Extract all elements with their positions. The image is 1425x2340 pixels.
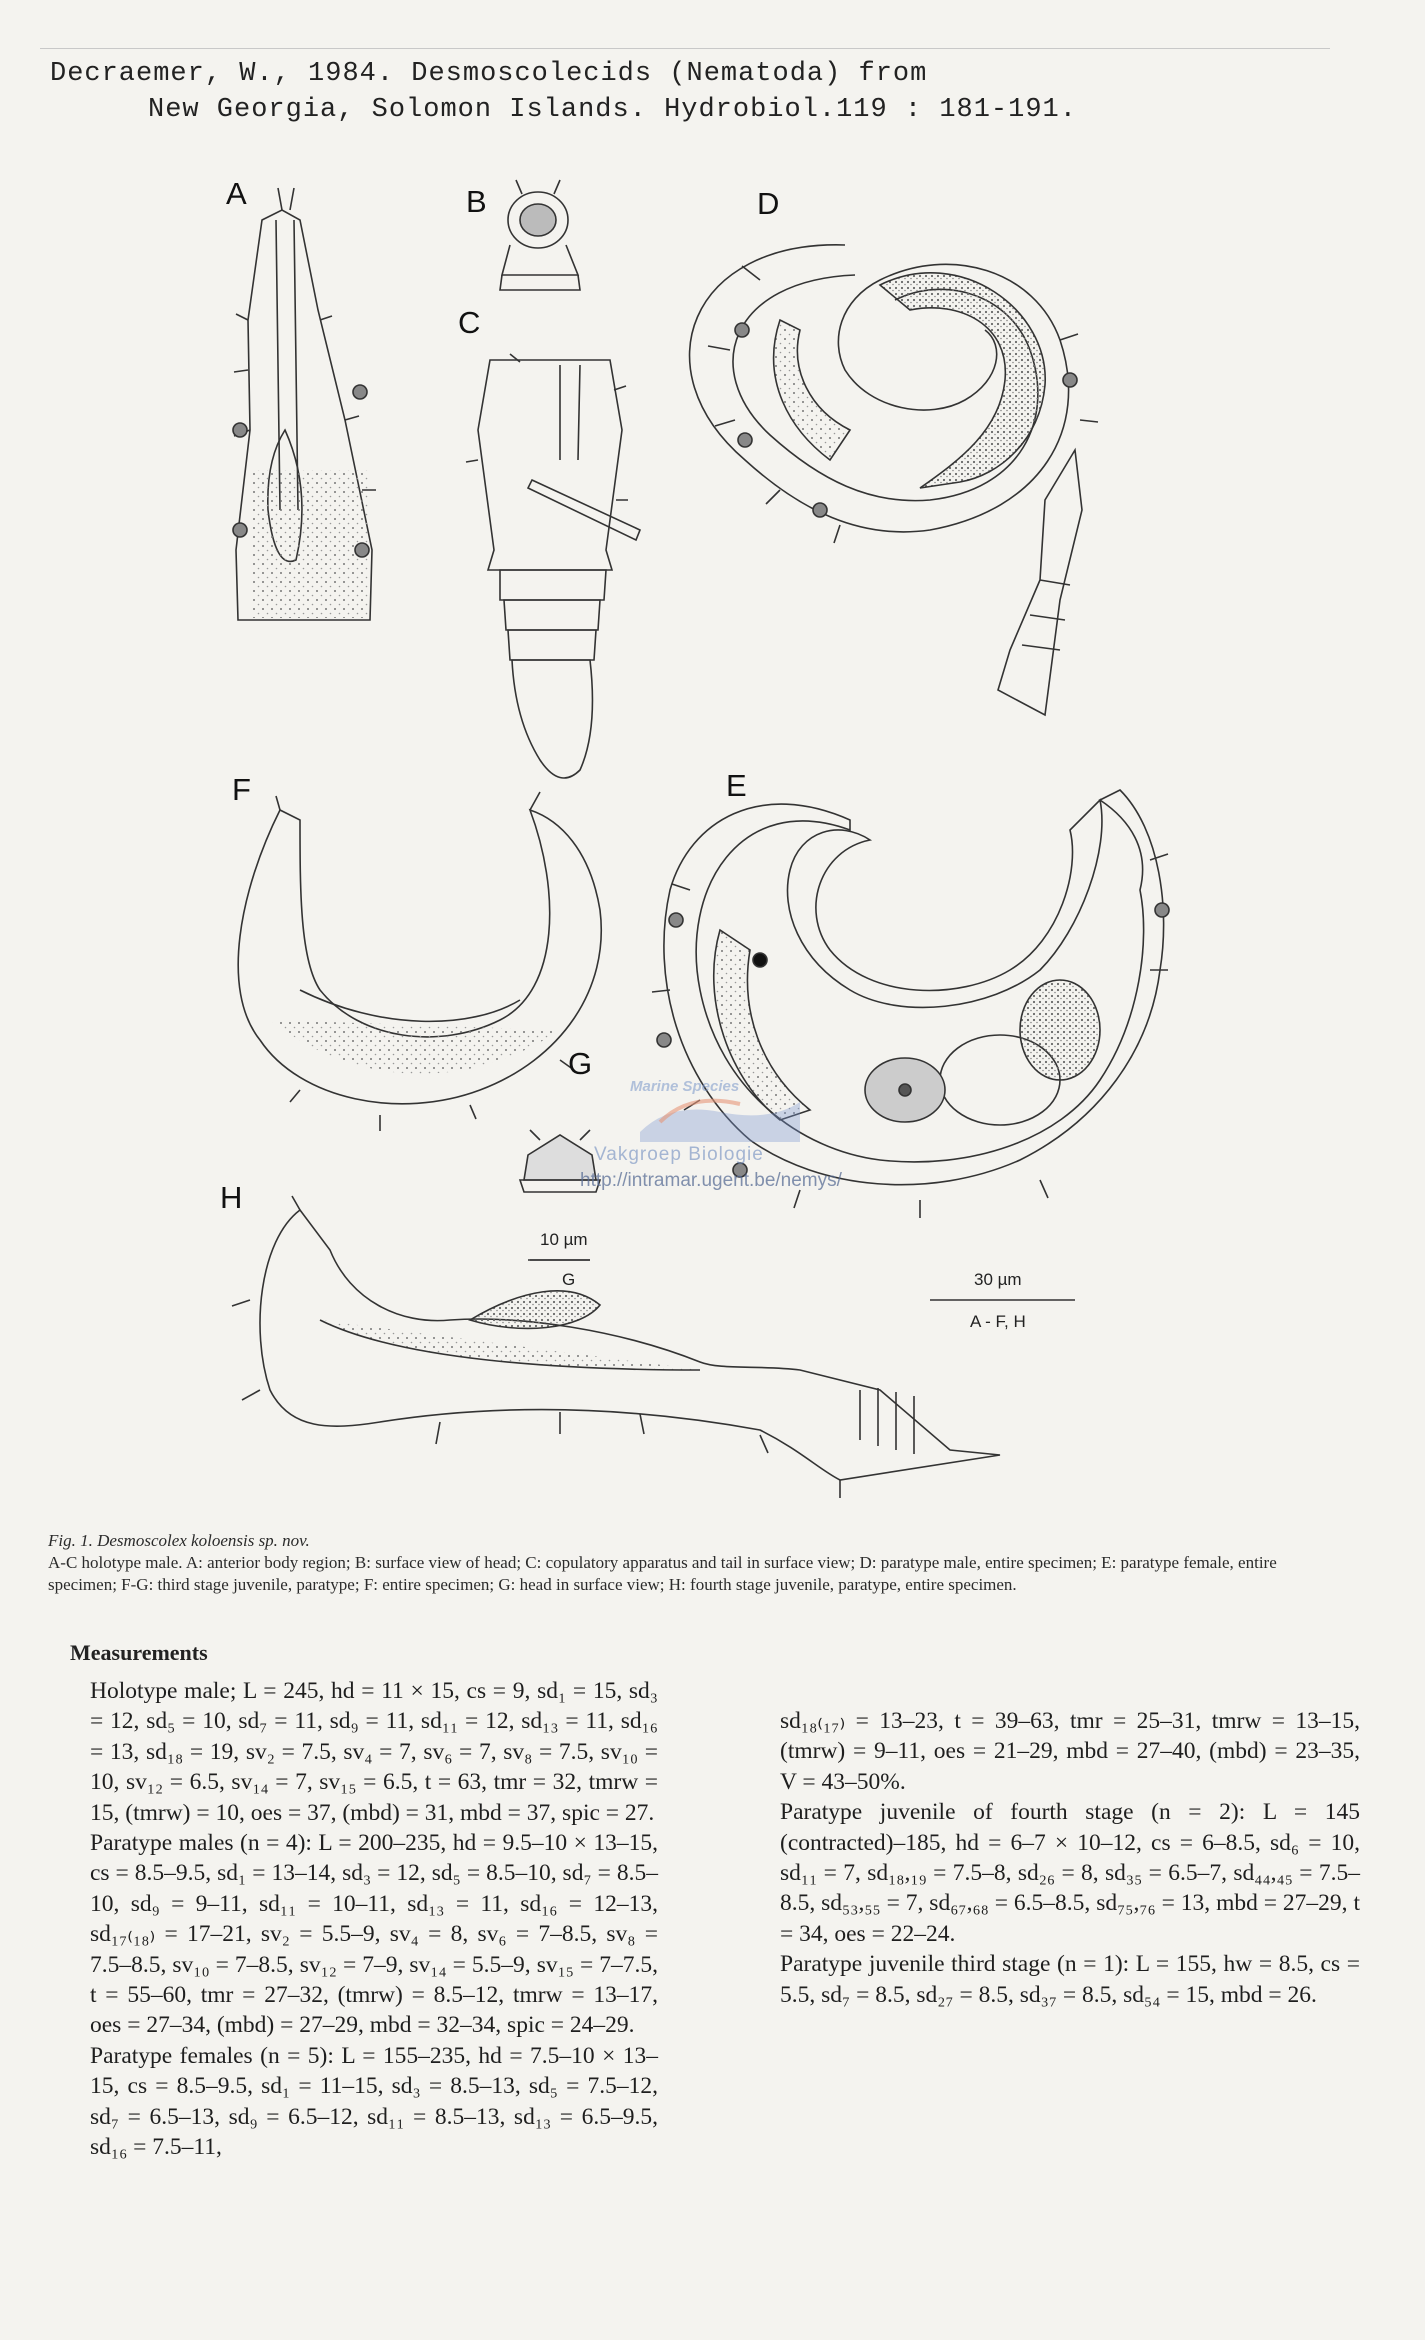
scale-g-value: 10 µm — [540, 1230, 588, 1249]
drawing-c — [466, 354, 640, 778]
paratype-females-measurements: Paratype females (n = 5): L = 155–235, hd = 7.5–10 × 13–15, cs = 8.5–9.5, sd₁ = 11–15, sd₃ = 8.5–13, sd₅ = 7.5–12, sd₇ = 6.5–13, sd₉ = 6.5–12, sd₁₁ = 8.5–13, sd₁₃ = 6.5–9.5, sd₁₆ = 7.5–11, — [90, 2042, 658, 2161]
watermark-line-1: Marine Species — [630, 1078, 740, 1095]
measurements-column-right — [748, 1706, 1360, 2010]
drawing-d — [690, 245, 1098, 715]
juvenile-fourth-stage-measurements: Paratype juvenile of fourth stage (n = 2): L = 145 (contracted)–185, hd = 6–7 × 10–12, cs = 6–8.5, sd₆ = 10, sd₁₁ = 7, sd₁₈,₁₉ = 7.5–8, sd₂₆ = 8, sd₃₅ = 6.5–7, sd₄₄,₄₅ = 7.5–8.5, sd₅₃,₅₅ = 7, sd₆₇,₆₈ = 6.5–8.5, sd₇₅,₇₆ = 13, mbd = 27–29, t = 34, oes = 22–24. — [780, 1799, 1360, 1947]
caption-title: Fig. 1. Desmoscolex koloensis sp. nov. — [48, 1531, 310, 1550]
drawing-b — [500, 180, 580, 290]
watermark-url: http://intramar.ugent.be/nemys/ — [580, 1170, 842, 1191]
paratype-females-continued: sd₁₈₍₁₇₎ = 13–23, t = 39–63, tmr = 25–31, tmrw = 13–15, (tmrw) = 9–11, oes = 21–29, mbd = 27–40, (mbd) = 23–35, V = 43–50%. — [780, 1708, 1360, 1795]
scale-g-label: G — [562, 1270, 576, 1289]
holotype-male-measurements: Holotype male; L = 245, hd = 11 × 15, cs = 9, sd₁ = 15, sd₃ = 12, sd₅ = 10, sd₇ = 11, sd₉ = 11, sd₁₁ = 12, sd₁₃ = 11, sd₁₆ = 13, sd₁₈ = 19, sv₂ = 7.5, sv₄ = 7, sv₆ = 7, sv₈ = 7.5, sv₁₀ = 10, sv₁₂ = 6.5, sv₁₄ = 7, sv₁₅ = 6.5, t = 63, tmr = 32, tmrw = 15, (tmrw) = 10, oes = 37, (mbd) = 31, mbd = 37, spic = 27. — [90, 1678, 658, 1826]
panel-label-e: E — [726, 768, 747, 803]
panel-label-f: F — [232, 772, 251, 807]
measurements-heading: Measurements — [70, 1640, 208, 1665]
panel-label-b: B — [466, 184, 487, 219]
citation-line-2: New Georgia, Solomon Islands. Hydrobiol.119 : 181-191. — [148, 95, 1077, 125]
panel-label-c: C — [458, 305, 481, 340]
measurements-column-left — [58, 1676, 658, 2163]
scale-main-value: 30 µm — [974, 1270, 1022, 1289]
figure-caption — [48, 1530, 1308, 1596]
drawing-f — [238, 792, 601, 1131]
watermark-line-2: Vakgroep Biologie — [594, 1144, 764, 1165]
panel-label-h: H — [220, 1180, 243, 1215]
watermark — [580, 1078, 880, 1208]
panel-label-d: D — [757, 186, 780, 221]
drawing-a — [233, 188, 376, 620]
juvenile-third-stage-measurements: Paratype juvenile third stage (n = 1): L = 155, hw = 8.5, cs = 5.5, sd₇ = 8.5, sd₂₇ = 8.5, sd₃₇ = 8.5, sd₅₄ = 15, mbd = 26. — [780, 1951, 1360, 2008]
panel-label-g: G — [568, 1046, 593, 1081]
header-rule — [40, 48, 1330, 49]
figure-drawings — [0, 130, 1425, 1530]
panel-label-a: A — [226, 176, 247, 211]
caption-body: A-C holotype male. A: anterior body region; B: surface view of head; C: copulatory apparatus and tail in surface view; D: paratype male, entire specimen; E: paratype female, entire specimen; F-G: third stage juvenile, paratype; F: entire specimen; G: head in surface view; H: fourth stage juvenile, paratype, entire specimen. — [48, 1553, 1277, 1594]
citation-line-1: Decraemer, W., 1984. Desmoscolecids (Nematoda) from — [50, 59, 928, 89]
paratype-males-measurements: Paratype males (n = 4): L = 200–235, hd = 9.5–10 × 13–15, cs = 8.5–9.5, sd₁ = 13–14, sd₃ = 12, sd₅ = 8.5–10, sd₇ = 8.5–10, sd₉ = 9–11, sd₁₁ = 10–11, sd₁₃ = 11, sd₁₆ = 12–13, sd₁₇₍₁₈₎ = 17–21, sv₂ = 5.5–9, sv₄ = 8, sv₆ = 7–8.5, sv₈ = 7.5–8.5, sv₁₀ = 7–8.5, sv₁₂ = 7–9, sv₁₄ = 5.5–9, sv₁₅ = 7–7.5, t = 55–60, tmr = 27–32, (tmrw) = 8.5–12, tmrw = 13–17, oes = 27–34, (mbd) = 27–29, mbd = 32–34, spic = 24–29. — [90, 1830, 658, 2039]
citation — [50, 56, 1370, 128]
drawing-h — [232, 1196, 1000, 1498]
scale-main-label: A - F, H — [970, 1312, 1026, 1331]
figure-plate — [0, 130, 1425, 1530]
